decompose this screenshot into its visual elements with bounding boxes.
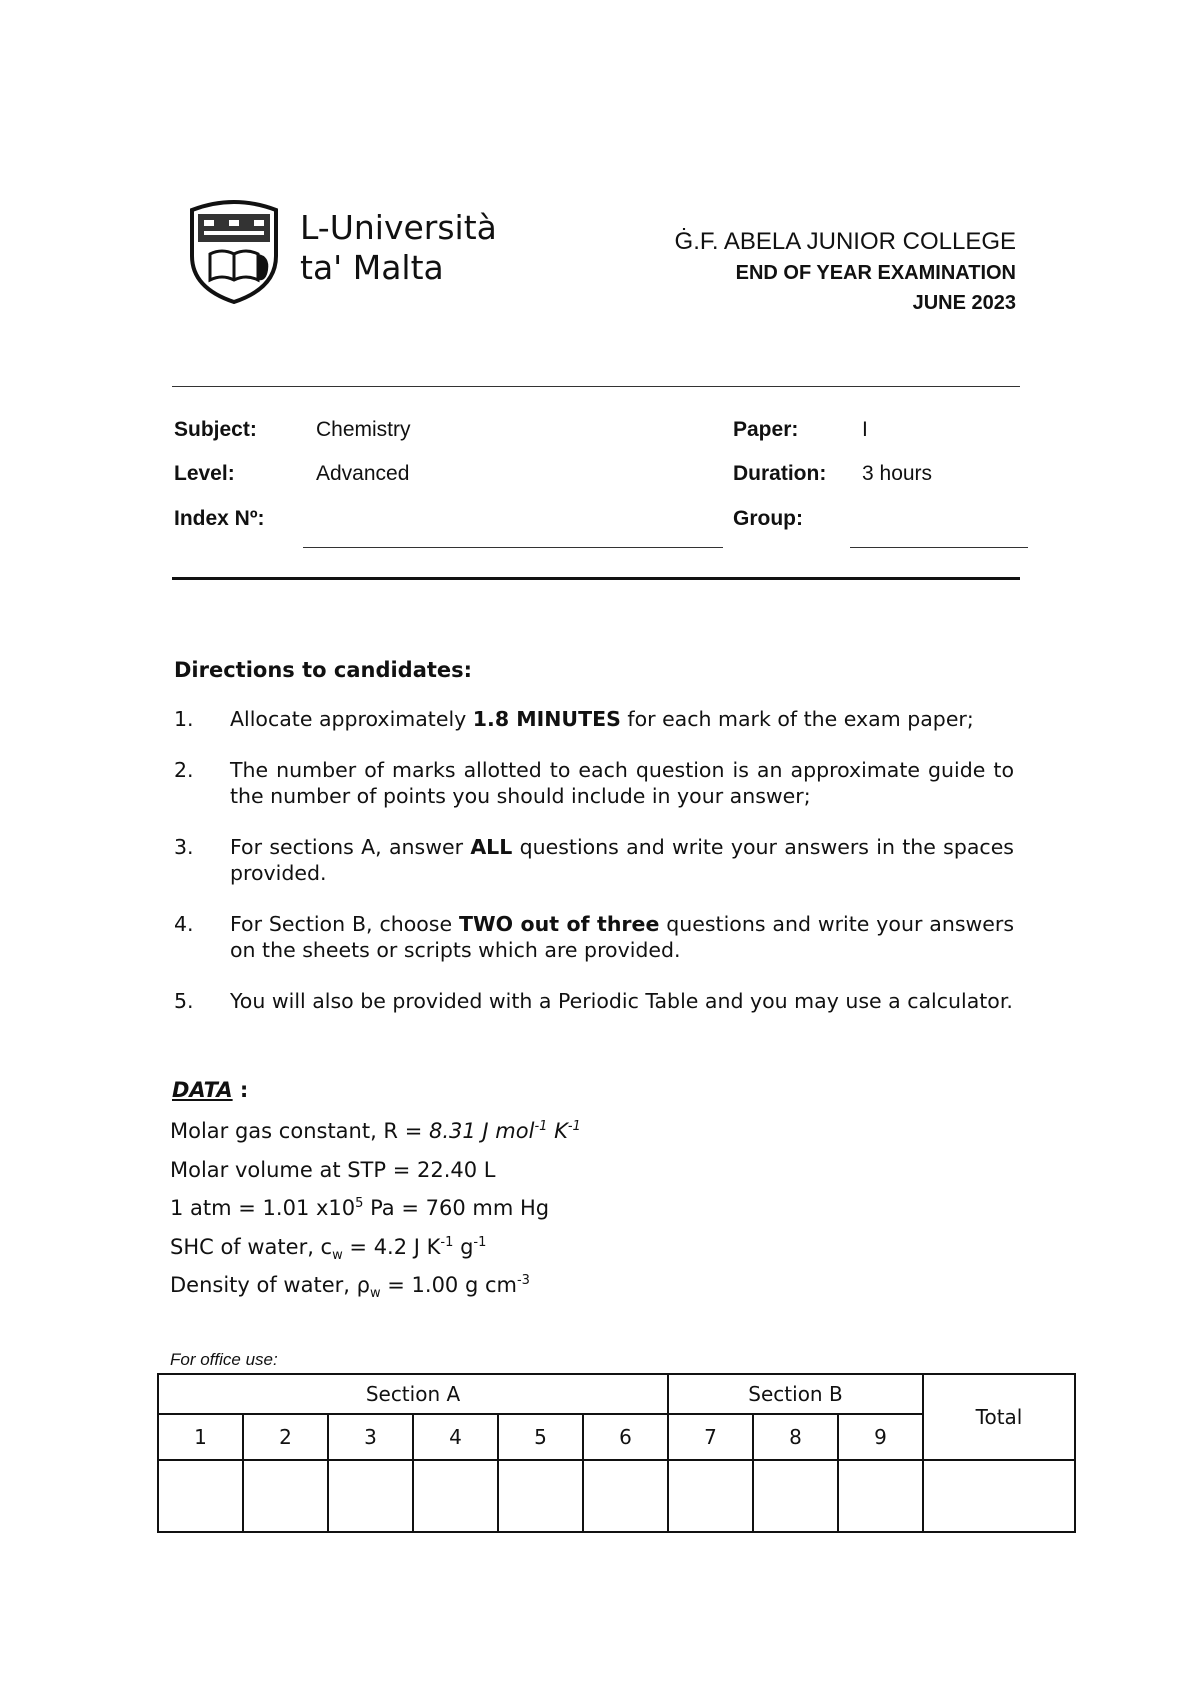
total-mark-cell[interactable] [923, 1460, 1075, 1532]
level-value: Advanced [316, 462, 410, 485]
direction-item [174, 757, 1014, 809]
question-number: 4 [413, 1414, 498, 1460]
question-number: 8 [753, 1414, 838, 1460]
office-use-caption: For office use: [170, 1350, 278, 1369]
university-crest-icon [184, 196, 284, 304]
section-b-header: Section B [668, 1374, 923, 1414]
college-name: Ġ.F. ABELA JUNIOR COLLEGE [674, 228, 1016, 255]
question-number: 2 [243, 1414, 328, 1460]
exam-heading [675, 226, 1016, 318]
level-label: Level: [174, 462, 235, 485]
mark-cell[interactable] [838, 1460, 923, 1532]
exam-title: END OF YEAR EXAMINATION [735, 262, 1016, 284]
density-water: Density of water, $\rho_w = 1.00$ g $cm^{-3}$ [170, 1273, 530, 1302]
university-name [300, 208, 497, 288]
duration-value: 3 hours [862, 462, 933, 485]
direction-item [174, 834, 1014, 886]
direction-number: 1. [174, 707, 194, 731]
group-label: Group: [733, 507, 803, 530]
index-number-field[interactable] [303, 547, 723, 548]
shc-water: SHC of water, $c_w = 4.2$ J $K^{-1}$ $g^{-1}$ [170, 1234, 487, 1263]
mark-cell[interactable] [668, 1460, 753, 1532]
direction-item [174, 911, 1014, 963]
mark-cell[interactable] [583, 1460, 668, 1532]
exam-session: JUNE 2023 [912, 292, 1016, 314]
index-label: Index Nº: [174, 507, 265, 530]
question-number: 7 [668, 1414, 753, 1460]
direction-text: For sections A, answer ALL questions and write your answers in the spaces provided. [230, 835, 1014, 885]
direction-number: 4. [174, 912, 194, 936]
mark-cell[interactable] [413, 1460, 498, 1532]
direction-text: The number of marks allotted to each question is an approximate guide to the number of points you should include in your answer; [230, 758, 1014, 808]
mark-cell[interactable] [753, 1460, 838, 1532]
atm-conversion: 1 atm = 1.01 $x10^5$ Pa = 760 mm Hg [170, 1196, 550, 1220]
university-name-line-1: L-Università [300, 208, 497, 247]
paper-label: Paper: [733, 418, 799, 441]
marks-table [157, 1373, 1076, 1533]
direction-text: You will also be provided with a Periodic Table and you may use a calculator. [230, 989, 1013, 1013]
mark-cell[interactable] [158, 1460, 243, 1532]
group-field[interactable] [850, 547, 1028, 548]
question-number: 5 [498, 1414, 583, 1460]
subject-label: Subject: [174, 418, 257, 441]
direction-item [174, 706, 1014, 732]
total-header: Total [923, 1374, 1075, 1460]
duration-label: Duration: [733, 462, 827, 485]
section-a-header: Section A [158, 1374, 668, 1414]
molar-volume: Molar volume at STP = 22.40 L [170, 1157, 496, 1182]
question-number: 1 [158, 1414, 243, 1460]
direction-number: 2. [174, 758, 194, 782]
direction-number: 5. [174, 989, 194, 1013]
gas-constant: Molar gas constant, R = 8.31 J mol$^{-1}$ $K^{-1}$ [170, 1119, 581, 1143]
mark-cell[interactable] [243, 1460, 328, 1532]
subject-value: Chemistry [316, 418, 411, 441]
question-number: 9 [838, 1414, 923, 1460]
university-name-line-2: ta' Malta [300, 248, 444, 287]
question-number: 3 [328, 1414, 413, 1460]
paper-value: I [862, 418, 868, 441]
question-number: 6 [583, 1414, 668, 1460]
data-heading: DATA : [172, 1078, 249, 1102]
mark-cell[interactable] [328, 1460, 413, 1532]
direction-number: 3. [174, 835, 194, 859]
info-divider [172, 577, 1020, 580]
direction-text: For Section B, choose TWO out of three questions and write your answers on the sheets or scripts which are provided. [230, 912, 1014, 962]
direction-item [174, 988, 1014, 1014]
top-divider [172, 386, 1020, 387]
mark-cell[interactable] [498, 1460, 583, 1532]
directions-list [174, 706, 1014, 1039]
data-constants [170, 1116, 581, 1309]
directions-title: Directions to candidates: [174, 658, 473, 682]
direction-text: Allocate approximately 1.8 MINUTES for each mark of the exam paper; [230, 707, 974, 731]
